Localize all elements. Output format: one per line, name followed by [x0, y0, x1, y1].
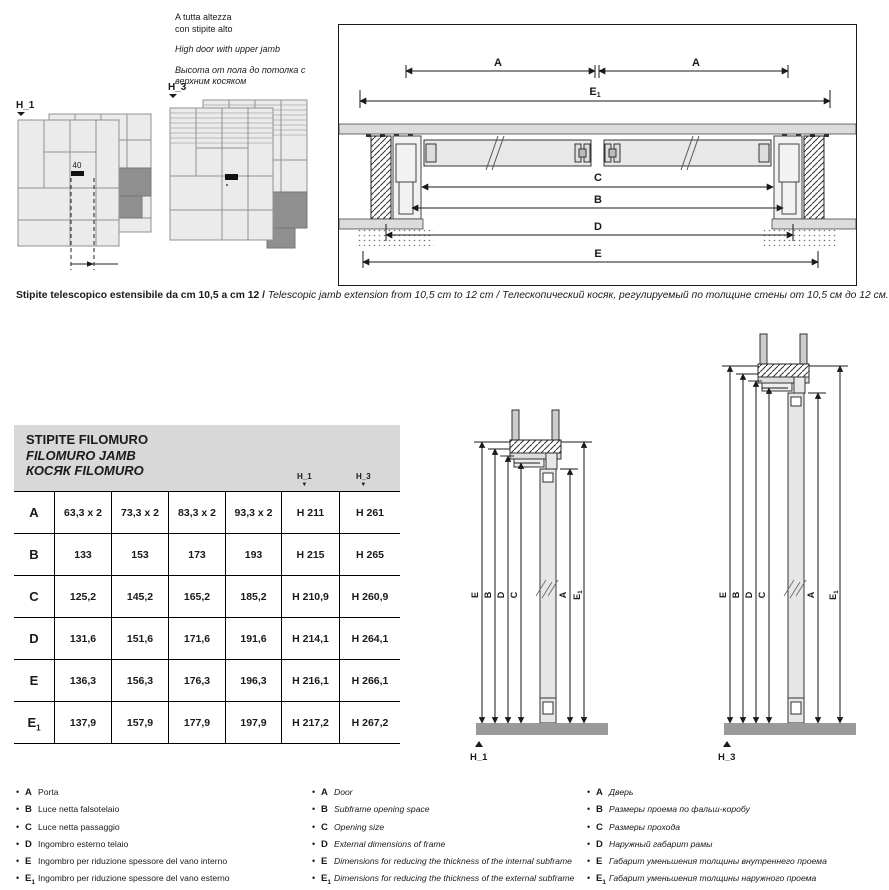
svg-text:E1: $E_1$ [828, 590, 840, 600]
svg-text:E: E [718, 591, 728, 599]
left-jamb-profile [393, 136, 421, 219]
dim-40-label: 40 [72, 161, 82, 170]
table-cell: 83,3 x 2 [168, 491, 225, 533]
table-cell: 63,3 x 2 [54, 491, 111, 533]
svg-text:D: D [744, 591, 754, 599]
right-jamb-profile [774, 136, 802, 219]
table-cell: H 210,9 [281, 575, 339, 617]
table-cell: 125,2 [54, 575, 111, 617]
front-panel [170, 108, 273, 240]
head-jamb [510, 440, 561, 469]
table-cell: 156,3 [111, 659, 168, 701]
table-cell: 133 [54, 533, 111, 575]
table-cell: 177,9 [168, 701, 225, 743]
table-cell: 131,6 [54, 617, 111, 659]
svg-text:B: B [594, 194, 602, 206]
svg-text:A: A [494, 57, 502, 69]
table-cell: 157,9 [111, 701, 168, 743]
col-h1-marker: H_1 ▼ [297, 472, 312, 488]
table-cell: H 214,1 [281, 617, 339, 659]
caption-bold: Stipite telescopico estensibile da cm 10,5 a cm 12 / [16, 290, 265, 301]
down-arrow-icon [17, 112, 25, 116]
table-cell: 137,9 [54, 701, 111, 743]
table-title-ru: КОСЯК FILOMURO [26, 463, 144, 478]
bullet-icon: • [587, 856, 591, 867]
down-arrow-icon: ▼ [301, 482, 308, 488]
table-cell: 185,2 [225, 575, 281, 617]
plaster-stipple-left [358, 229, 434, 246]
table-cell: H 264,1 [339, 617, 400, 659]
front-panel [18, 120, 119, 246]
caption [16, 290, 889, 302]
table-cell: 145,2 [111, 575, 168, 617]
svg-text:B: B [731, 591, 741, 599]
legend-item: • C Luce netta passaggio [16, 821, 120, 833]
svg-text:E1: $E_1$ [572, 590, 584, 600]
top-wall-strip [339, 124, 856, 134]
note-ru-line1: Высота от пола до потолка с [175, 64, 306, 75]
legend-italian [16, 786, 302, 890]
bottom-wall-strip-right [772, 219, 856, 229]
table-cell: 151,6 [111, 617, 168, 659]
vertical-section-h1-diagram [448, 330, 618, 764]
spec-table [14, 425, 400, 744]
bullet-icon: • [587, 821, 591, 832]
door-leaf [536, 469, 558, 723]
handle-dot [226, 184, 228, 186]
bullet-icon: • [312, 873, 316, 884]
svg-text:C: C [757, 591, 767, 599]
note-ru-line2: верхним косяком [175, 76, 247, 86]
legend-russian [587, 786, 855, 890]
bottom-wall-strip-left [339, 219, 423, 229]
caption-italic: Telescopic jamb extension from 10,5 cm to 12 cm / Телескопический косяк, регулируемый по толщине стены от 10,5 см до 12 см. [267, 290, 889, 301]
svg-text:E: E [470, 591, 480, 599]
table-cell: H 260,9 [339, 575, 400, 617]
h1-section-label: H_1 [470, 752, 488, 763]
dimension-labels [718, 590, 840, 600]
svg-text:D: D [496, 591, 506, 599]
row-letter: E [14, 659, 54, 701]
h1-label: H_1 [16, 100, 35, 111]
row-letter: D [14, 617, 54, 659]
table-cell: 136,3 [54, 659, 111, 701]
table-cell: H 217,2 [281, 701, 339, 743]
table-title-it: STIPITE FILOMURO [26, 432, 149, 447]
h3-section-label: H_3 [718, 752, 736, 763]
legend-item: • $E_1$ Ingombro per riduzione spessore del vano esterno [16, 873, 230, 887]
legend-item: • C Размеры прохода [587, 821, 680, 833]
svg-text:C: C [509, 591, 519, 599]
table-cell: 176,3 [168, 659, 225, 701]
top-note [175, 12, 335, 88]
legend-item: • B Subframe opening space [312, 804, 430, 816]
note-en: High door with upper jamb [175, 44, 281, 54]
table-cell: H 215 [281, 533, 339, 575]
table-cell: H 267,2 [339, 701, 400, 743]
legend-item: • B Luce netta falsotelaio [16, 804, 120, 816]
note-it-line2: con stipite alto [175, 23, 233, 34]
legend-item: • $E_1$ Габарит уменьшения толщины наружного проема [587, 873, 817, 887]
table-cell: 173 [168, 533, 225, 575]
head-jamb [758, 364, 809, 393]
table-body [14, 491, 400, 744]
row-letter: C [14, 575, 54, 617]
legend-english [312, 786, 580, 890]
bullet-icon: • [587, 838, 591, 849]
down-arrow-icon: ▼ [360, 482, 367, 488]
door-leaf-left [424, 140, 591, 166]
note-it-line1: A tutta altezza [175, 12, 232, 22]
table-cell: 171,6 [168, 617, 225, 659]
row-letter: B [14, 533, 54, 575]
bullet-icon: • [16, 856, 20, 867]
legend-item: • A Porta [16, 787, 59, 798]
svg-text:D: D [594, 221, 602, 233]
floor-bar [724, 723, 856, 735]
left-wall-hatch [371, 136, 391, 219]
handle [71, 171, 84, 176]
dimension-labels [470, 590, 584, 600]
bullet-icon: • [312, 821, 316, 832]
handle [225, 174, 238, 180]
bullet-icon: • [16, 804, 20, 815]
plaster-stipple-right [761, 229, 837, 246]
legend-item: • E Dimensions for reducing the thickness of the internal subframe [312, 856, 572, 868]
legend-item: • D External dimensions of frame [312, 838, 446, 850]
svg-text:C: C [594, 172, 602, 184]
svg-text:A: A [692, 57, 700, 69]
svg-text:A: A [558, 591, 568, 599]
floor-bar [476, 723, 608, 735]
vertical-dimensions [730, 366, 840, 723]
legend-item: • $E_1$ Dimensions for reducing the thickness of the external subframe [312, 873, 575, 887]
legend-item: • B Размеры проема по фальш-коробу [587, 804, 750, 816]
row-letter: A [14, 491, 54, 533]
elevation-h3-diagram [166, 80, 320, 290]
up-arrow-icon [475, 741, 483, 747]
table-cell: H 266,1 [339, 659, 400, 701]
table-cell: 73,3 x 2 [111, 491, 168, 533]
row-letter: $E_1$ [14, 701, 54, 743]
svg-text:E1: E1 [589, 86, 601, 99]
legend-item: • A Дверь [587, 787, 634, 798]
table-cell: H 261 [339, 491, 400, 533]
table-header [14, 425, 400, 491]
arrowhead-icon [87, 261, 94, 266]
wall-studs [512, 410, 559, 440]
table-cell: 196,3 [225, 659, 281, 701]
table-cell: 153 [111, 533, 168, 575]
bullet-icon: • [587, 787, 591, 797]
up-arrow-icon [723, 741, 731, 747]
svg-text:A: A [806, 591, 816, 599]
bullet-icon: • [587, 873, 591, 884]
table-cell: H 265 [339, 533, 400, 575]
wall-studs [760, 334, 807, 364]
door-leaf [784, 393, 806, 723]
bullet-icon: • [312, 838, 316, 849]
elevation-h1-diagram [14, 98, 166, 290]
table-cell: 193 [225, 533, 281, 575]
bullet-icon: • [16, 873, 20, 884]
bullet-icon: • [312, 804, 316, 815]
legend-item: • C Opening size [312, 821, 385, 833]
table-cell: 93,3 x 2 [225, 491, 281, 533]
bullet-icon: • [312, 856, 316, 867]
table-cell: H 211 [281, 491, 339, 533]
h3-label: H_3 [168, 82, 187, 93]
table-cell: 197,9 [225, 701, 281, 743]
legend-item: • D Ingombro esterno telaio [16, 838, 129, 850]
right-wall-hatch [804, 136, 824, 219]
bullet-icon: • [16, 787, 20, 797]
col-h3-marker: H_3 ▼ [356, 472, 371, 488]
table-title-en: FILOMURO JAMB [26, 447, 136, 463]
bullet-icon: • [312, 787, 316, 797]
vertical-section-h3-diagram [700, 330, 860, 764]
table-cell: 191,6 [225, 617, 281, 659]
vertical-dimensions [482, 442, 584, 723]
table-cell: H 216,1 [281, 659, 339, 701]
bullet-icon: • [16, 821, 20, 832]
plan-section-diagram [338, 24, 857, 286]
down-arrow-icon [169, 94, 177, 98]
legend-item: • E Габарит уменьшения толщины внутреннего проема [587, 856, 827, 868]
legend-item: • A Door [312, 787, 353, 798]
bullet-icon: • [16, 838, 20, 849]
svg-text:B: B [483, 591, 493, 599]
bullet-icon: • [587, 804, 591, 815]
legend-item: • E Ingombro per riduzione spessore del vano interno [16, 856, 228, 868]
svg-text:E: E [594, 248, 602, 260]
table-cell: 165,2 [168, 575, 225, 617]
legend-item: • D Наружный габарит рамы [587, 838, 713, 850]
